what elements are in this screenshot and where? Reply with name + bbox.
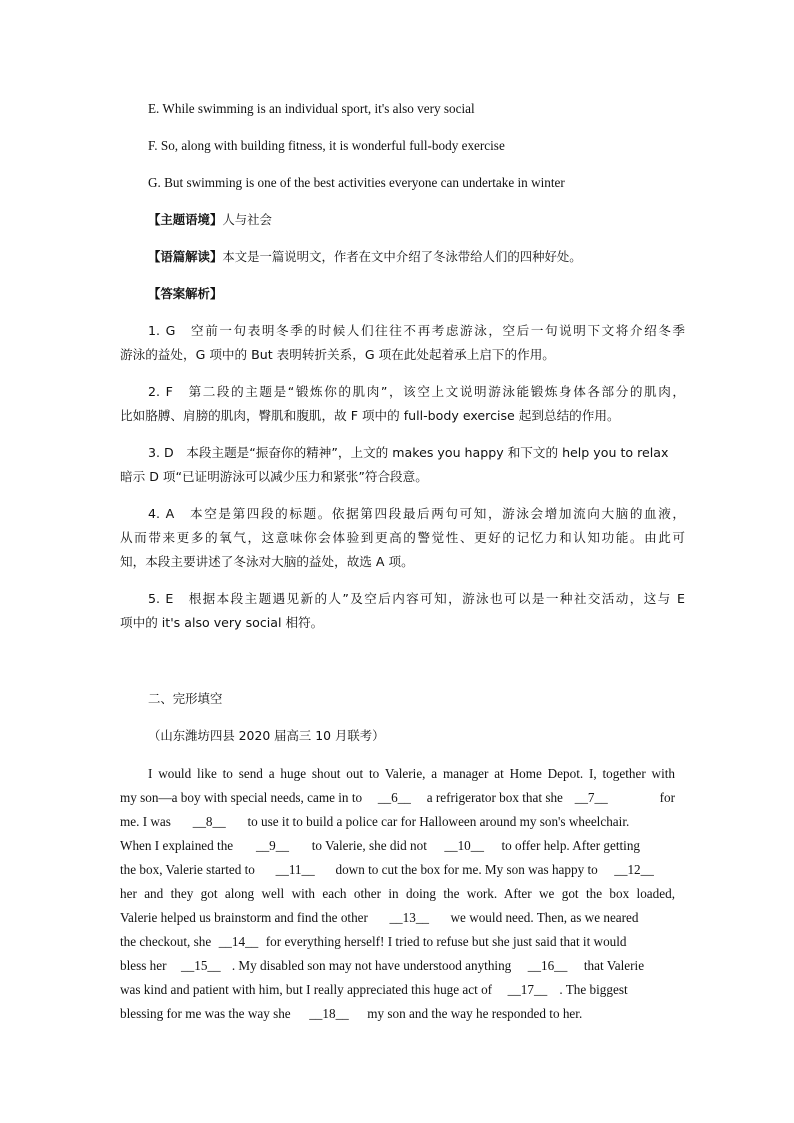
cloze-line-10 [120, 981, 628, 999]
cloze-line-9 [120, 957, 644, 975]
blank-9: __9__ [255, 838, 289, 853]
theme-value: 人与社会 [222, 212, 272, 227]
blank-18: __18__ [309, 1006, 349, 1021]
cloze-text: was kind and patient with him, but I really appreciated this huge act of [120, 982, 493, 997]
cloze-line-11 [120, 1005, 582, 1023]
cloze-text: . The biggest [559, 982, 628, 997]
cloze-text: to offer help. After getting [501, 838, 641, 853]
cloze-text: we would need. Then, as we neared [450, 910, 639, 925]
analysis-value: 本文是一篇说明文，作者在文中介绍了冬泳带给人们的四种好处。 [222, 249, 582, 264]
blank-11: __11__ [275, 862, 315, 877]
cloze-text: my son—a boy with special needs, came in to [120, 790, 363, 805]
blank-16: __16__ [527, 958, 568, 973]
answer-4-line-1: 4. A 本空是第四段的标题。依据第四段最后两句可知，游泳会增加流向大脑的血液， [148, 506, 685, 521]
cloze-text: for everything herself! I tried to refuse but she just said that it would [265, 934, 627, 949]
answer-header: 【答案解析】 [148, 286, 223, 301]
cloze-text: that Valerie [583, 958, 645, 973]
cloze-text: the checkout, she [120, 934, 212, 949]
cloze-line-5 [120, 861, 667, 879]
blank-10: __10__ [444, 838, 484, 853]
cloze-text: When I explained the [120, 838, 234, 853]
cloze-text: to Valerie, she did not [311, 838, 427, 853]
section-title: 二、完形填空 [148, 691, 223, 706]
blank-17: __17__ [507, 982, 548, 997]
cloze-line-8 [120, 933, 627, 951]
cloze-text: down to cut the box for me. My son was happy to [335, 862, 598, 877]
answer-5-line-2: 项中的 it's also very social 相符。 [120, 615, 324, 630]
cloze-text: the box, Valerie started to [120, 862, 255, 877]
cloze-text: blessing for me was the way she [120, 1006, 291, 1021]
cloze-text: me. I was [120, 814, 171, 829]
answer-2-line-2: 比如胳膊、肩膀的肌肉，臀肌和腹肌，故 F 项中的 full-body exercise 起到总结的作用。 [120, 408, 620, 423]
cloze-text: my son and the way he responded to her. [367, 1006, 583, 1021]
cloze-text: Valerie helped us brainstorm and find the other [120, 910, 368, 925]
cloze-line-2 [120, 789, 675, 807]
answer-4-line-3: 知，本段主要讲述了冬泳对大脑的益处，故选 A 项。 [120, 554, 414, 569]
analysis-label: 【语篇解读】 [148, 249, 223, 264]
answer-3-line-2: 暗示 D 项“已证明游泳可以减少压力和紧张”符合段意。 [120, 469, 428, 484]
cloze-line-4 [120, 837, 640, 855]
answer-1-line-1: 1. G 空前一句表明冬季的时候人们往往不再考虑游泳，空后一句说明下文将介绍冬季 [148, 323, 685, 338]
theme-label: 【主题语境】 [148, 212, 223, 227]
blank-13: __13__ [389, 910, 429, 925]
blank-15: __15__ [181, 958, 221, 973]
blank-6: __6__ [377, 790, 411, 805]
cloze-text: to use it to build a police car for Halloween around my son's wheelchair. [247, 814, 630, 829]
cloze-text: for [659, 790, 675, 805]
source-note: （山东潍坊四县 2020 届高三 10 月联考） [148, 728, 385, 743]
cloze-text: . My disabled son may not have understood anything [231, 958, 512, 973]
cloze-line-3 [120, 813, 629, 831]
option-e: E. While swimming is an individual sport, it's also very social [148, 101, 475, 116]
blank-12: __12__ [614, 862, 654, 877]
blank-7: __7__ [574, 790, 608, 805]
option-f: F. So, along with building fitness, it is wonderful full-body exercise [148, 138, 505, 153]
cloze-text: bless her [120, 958, 167, 973]
answer-5-line-1: 5. E 根据本段主题遇见新的人”及空后内容可知，游泳也可以是一种社交活动，这与 E [148, 591, 685, 606]
theme-line [148, 211, 272, 229]
answer-3-line-1: 3. D 本段主题是“振奋你的精神”，上文的 makes you happy 和下文的 help you to relax [148, 445, 669, 460]
cloze-line-7 [120, 909, 639, 927]
analysis-line [148, 248, 582, 266]
cloze-line-6: her and they got along well with each other in doing the work. After we got the box loaded, [120, 886, 675, 901]
blank-8: __8__ [192, 814, 226, 829]
blank-14: __14__ [218, 934, 259, 949]
answer-1-line-2: 游泳的益处，G 项中的 But 表明转折关系，G 项在此处起着承上启下的作用。 [120, 347, 555, 362]
option-g: G. But swimming is one of the best activities everyone can undertake in winter [148, 175, 565, 190]
cloze-line-1: I would like to send a huge shout out to Valerie, a manager at Home Depot. I, together with [148, 766, 675, 781]
answer-4-line-2: 从而带来更多的氧气，这意味你会体验到更高的警觉性、更好的记忆力和认知功能。由此可 [120, 530, 685, 545]
answer-2-line-1: 2. F 第二段的主题是“锻炼你的肌肉”，该空上文说明游泳能锻炼身体各部分的肌肉， [148, 384, 685, 399]
cloze-text: a refrigerator box that she [426, 790, 563, 805]
